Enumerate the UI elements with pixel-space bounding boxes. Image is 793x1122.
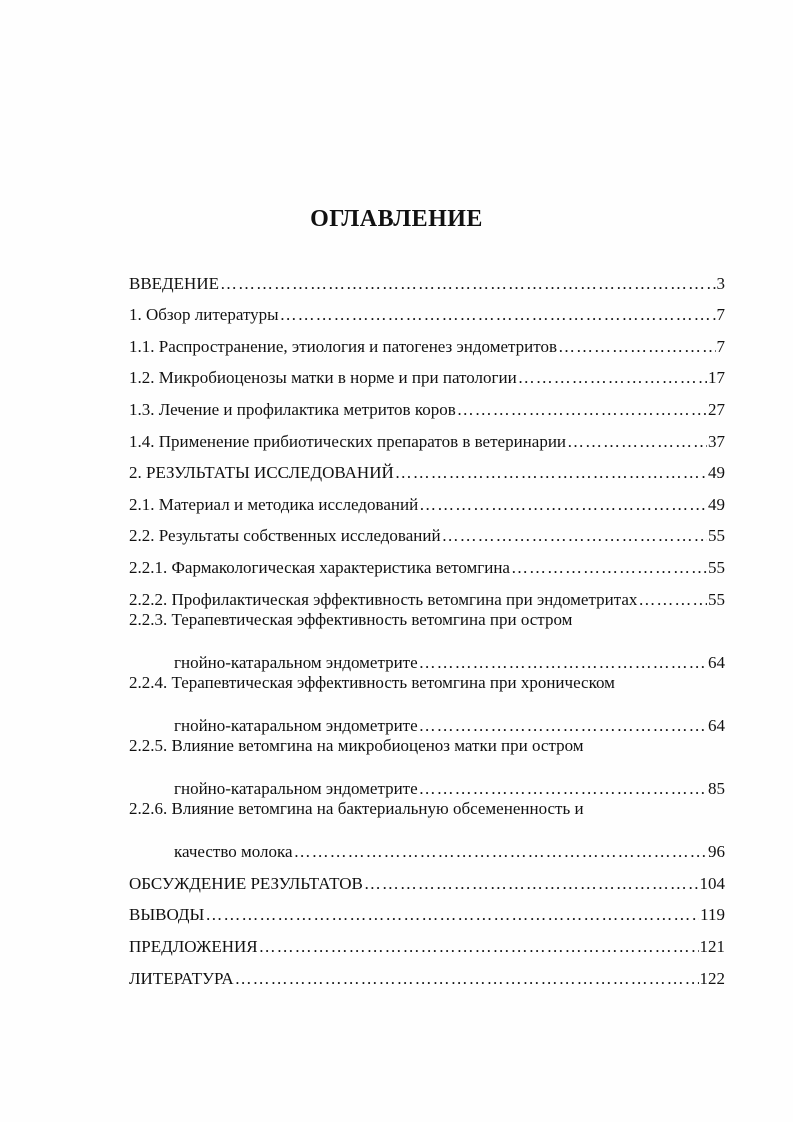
toc-entry <box>129 957 725 989</box>
toc-entry-title: 1. Обзор литературы <box>129 305 279 325</box>
toc-entry-title: ВВЕДЕНИЕ <box>129 273 219 293</box>
toc-leader-dots <box>220 274 716 294</box>
toc-entry-continuation <box>129 704 725 736</box>
toc-leader-dots <box>395 463 707 483</box>
page-title: ОГЛАВЛЕНИЕ <box>310 206 483 232</box>
toc-entry <box>129 546 725 578</box>
toc-entry-title: ОБСУЖДЕНИЕ РЕЗУЛЬТАТОВ <box>129 873 363 893</box>
toc-entry <box>129 925 725 957</box>
toc-entry <box>129 294 725 326</box>
toc-entry-page: 119 <box>700 905 725 925</box>
toc-leader-dots <box>259 937 699 957</box>
toc-entry-page: 85 <box>708 779 725 799</box>
toc-leader-dots <box>419 779 707 799</box>
toc-entry-page: 64 <box>708 652 725 672</box>
toc-entry-page: 37 <box>708 431 725 451</box>
toc-entry-title: ВЫВОДЫ <box>129 905 205 925</box>
toc-leader-dots <box>419 716 707 736</box>
toc-entry <box>129 515 725 547</box>
toc-entry-page: 3 <box>716 273 725 293</box>
toc-leader-dots <box>419 653 707 673</box>
toc-entry-page: 104 <box>699 873 725 893</box>
toc-entry-title: 2.2.5. Влияние ветомгина на микробиоценоз матки при остром <box>129 735 584 755</box>
toc-leader-dots <box>364 874 699 894</box>
toc-entry <box>129 673 725 705</box>
toc-entry-page: 55 <box>708 526 725 546</box>
toc-entry <box>129 894 725 926</box>
toc-entry <box>129 325 725 357</box>
toc-entry-page: 7 <box>716 336 725 356</box>
toc-entry-title: 1.2. Микробиоценозы матки в норме и при патологии <box>129 368 517 388</box>
toc-entry-page: 122 <box>699 968 725 988</box>
toc-entry-title-cont: качество молока <box>174 842 293 862</box>
toc-entry <box>129 483 725 515</box>
toc-entry-continuation <box>129 831 725 863</box>
toc-entry-title: 2.2.1. Фармакологическая характеристика ветомгина <box>129 557 510 577</box>
toc-leader-dots <box>558 337 715 357</box>
toc-entry-title-cont: гнойно-катаральном эндометрите <box>174 779 418 799</box>
toc-entry <box>129 578 725 610</box>
toc-entry-page: 49 <box>708 494 725 514</box>
toc-leader-dots <box>638 590 707 610</box>
toc-leader-dots <box>235 969 699 989</box>
toc-leader-dots <box>518 368 707 388</box>
toc-entry-title-cont: гнойно-катаральном эндометрите <box>174 652 418 672</box>
toc-entry <box>129 357 725 389</box>
toc-entry <box>129 862 725 894</box>
toc-entry-page: 49 <box>708 463 725 483</box>
toc-entry-page: 96 <box>708 842 725 862</box>
toc-entry-title: 2.2.6. Влияние ветомгина на бактериальную обсемененность и <box>129 799 584 819</box>
toc-leader-dots <box>280 305 716 325</box>
toc-entry-page: 27 <box>708 399 725 419</box>
toc-entry-title: 2.2.3. Терапевтическая эффективность ветомгина при остром <box>129 609 573 629</box>
toc-entry-title: 1.4. Применение прибиотических препаратов в ветеринарии <box>129 431 567 451</box>
toc-leader-dots <box>419 495 707 515</box>
toc-entry-title: 1.1. Распространение, этиология и патогенез эндометритов <box>129 336 558 356</box>
toc-leader-dots <box>294 842 707 862</box>
toc-entry <box>129 799 725 831</box>
toc-entry-title: 2. РЕЗУЛЬТАТЫ ИССЛЕДОВАНИЙ <box>129 463 394 483</box>
toc-entry-page: 64 <box>708 715 725 735</box>
toc-entry <box>129 736 725 768</box>
toc-entry <box>129 452 725 484</box>
toc-entry <box>129 388 725 420</box>
toc-entry-continuation <box>129 641 725 673</box>
toc-entry-title: 2.1. Материал и методика исследований <box>129 494 419 514</box>
toc-entry-title: 2.2.2. Профилактическая эффективность ветомгина при эндометритах <box>129 589 638 609</box>
toc-entry <box>129 610 725 642</box>
toc-leader-dots <box>205 905 699 925</box>
table-of-contents <box>129 262 725 989</box>
toc-leader-dots <box>567 432 707 452</box>
toc-entry-page: 55 <box>708 557 725 577</box>
toc-entry <box>129 420 725 452</box>
toc-entry-title: 2.2. Результаты собственных исследований <box>129 526 441 546</box>
toc-entry-title: ЛИТЕРАТУРА <box>129 968 234 988</box>
toc-entry-page: 7 <box>716 305 725 325</box>
toc-entry-title: ПРЕДЛОЖЕНИЯ <box>129 937 258 957</box>
toc-entry-continuation <box>129 768 725 800</box>
toc-leader-dots <box>442 526 707 546</box>
toc-entry-page: 121 <box>699 937 725 957</box>
toc-entry-page: 55 <box>708 589 725 609</box>
toc-entry-page: 17 <box>708 368 725 388</box>
toc-leader-dots <box>457 400 707 420</box>
toc-leader-dots <box>511 558 707 578</box>
toc-entry-title: 2.2.4. Терапевтическая эффективность ветомгина при хроническом <box>129 672 615 692</box>
toc-entry-title: 1.3. Лечение и профилактика метритов коров <box>129 399 456 419</box>
toc-entry-title-cont: гнойно-катаральном эндометрите <box>174 715 418 735</box>
toc-entry <box>129 262 725 294</box>
